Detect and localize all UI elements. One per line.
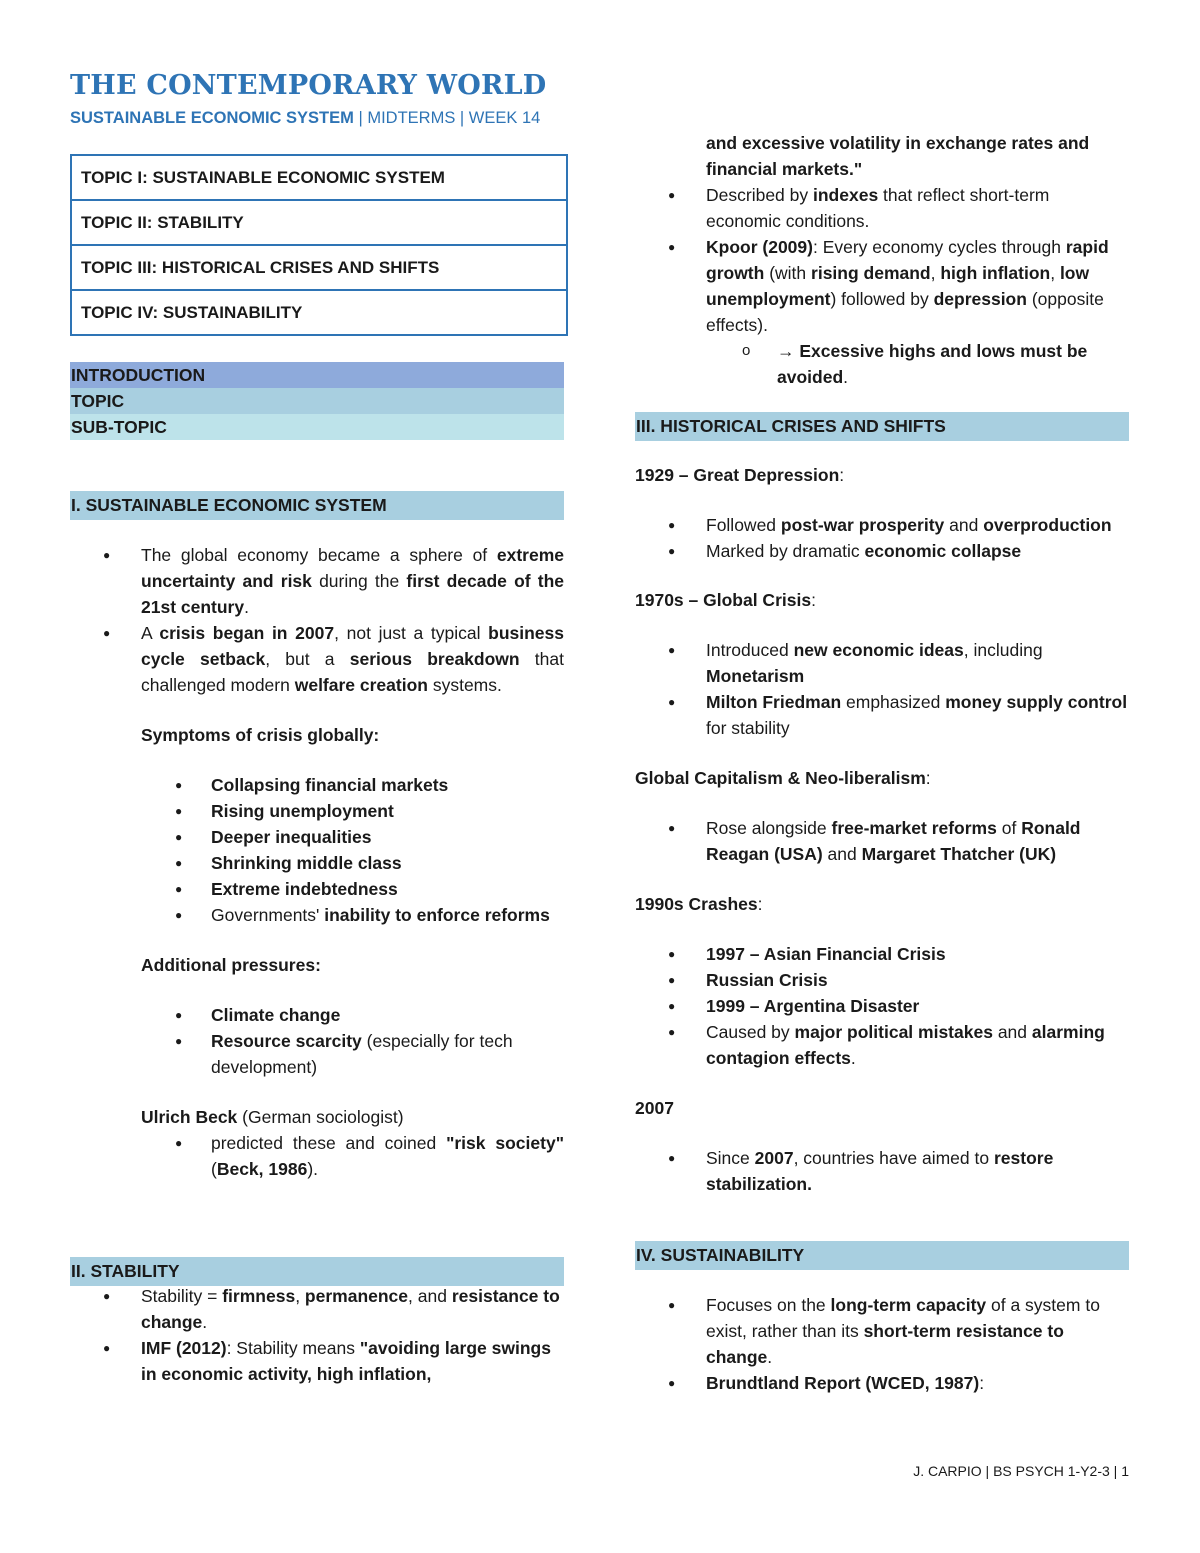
pressures-heading: Additional pressures:	[141, 955, 321, 975]
list-item: ● Shrinking middle class	[70, 850, 564, 876]
section-historical-crises	[635, 462, 1129, 1197]
legend-topic: TOPIC	[70, 388, 564, 414]
list-item: ● Rose alongside free-market reforms of Ronald Reagan (USA) and Margaret Thatcher (UK)	[635, 815, 1129, 867]
section-heading-stability: II. STABILITY	[70, 1257, 564, 1286]
legend-subtopic: SUB-TOPIC	[70, 414, 564, 440]
list-item: ● Collapsing financial markets	[70, 772, 564, 798]
list-item: ● 1999 – Argentina Disaster	[635, 993, 1129, 1019]
topic-row: TOPIC IV: SUSTAINABILITY	[81, 302, 303, 322]
list-item: ● Extreme indebtedness	[70, 876, 564, 902]
list-item: ● A crisis began in 2007, not just a typical business cycle setback, but a serious breakdown that challenged modern welfare creation systems.	[70, 620, 564, 698]
list-item: ● Caused by major political mistakes and alarming contagion effects.	[635, 1019, 1129, 1071]
topics-table	[70, 154, 568, 336]
list-item: ● Introduced new economic ideas, including Monetarism	[635, 637, 1129, 689]
page-footer: J. CARPIO | BS PSYCH 1-Y2-3 | 1	[913, 1463, 1129, 1479]
section-heading-sustainability: IV. SUSTAINABILITY	[635, 1241, 1129, 1270]
document-title: THE CONTEMPORARY WORLD	[70, 70, 547, 101]
imf-quote-continued: and excessive volatility in exchange rates and financial markets."	[706, 133, 1090, 179]
list-item: ● Climate change	[70, 1002, 564, 1028]
section-sustainability	[635, 1292, 1129, 1396]
list-item: ● Followed post-war prosperity and overproduction	[635, 512, 1129, 538]
topic-row: TOPIC II: STABILITY	[72, 201, 566, 246]
list-item: ● Described by indexes that reflect short-term economic conditions.	[635, 182, 1129, 234]
section-heading-sustainable-economic-system: I. SUSTAINABLE ECONOMIC SYSTEM	[70, 491, 564, 520]
list-item: ● Governments' inability to enforce reforms	[70, 902, 564, 928]
subtitle-course: SUSTAINABLE ECONOMIC SYSTEM	[70, 109, 354, 127]
list-item: o → Excessive highs and lows must be avoided.	[635, 338, 1129, 390]
list-item: ● Stability = firmness, permanence, and resistance to change.	[70, 1283, 564, 1335]
list-item: ● 1997 – Asian Financial Crisis	[635, 941, 1129, 967]
list-item: ● Russian Crisis	[635, 967, 1129, 993]
heading-global-capitalism: Global Capitalism & Neo-liberalism:	[635, 768, 931, 788]
symptoms-heading: Symptoms of crisis globally:	[141, 725, 380, 745]
section-stability	[70, 1283, 564, 1387]
heading-2007: 2007	[635, 1098, 674, 1118]
list-item: ● IMF (2012): Stability means "avoiding large swings in economic activity, high inflation,	[70, 1335, 564, 1387]
topic-row: TOPIC I: SUSTAINABLE ECONOMIC SYSTEM	[72, 156, 566, 201]
list-item: ● Marked by dramatic economic collapse	[635, 538, 1129, 564]
list-item: ● Kpoor (2009): Every economy cycles through rapid growth (with rising demand, high inflation, low unemployment) followed by depression (opposite effects).	[635, 234, 1129, 338]
section-stability-continued	[635, 130, 1129, 390]
list-item: ● predicted these and coined "risk society" (Beck, 1986).	[70, 1130, 564, 1182]
list-item: ● Deeper inequalities	[70, 824, 564, 850]
list-item: ● Focuses on the long-term capacity of a system to exist, rather than its short-term resistance to change.	[635, 1292, 1129, 1370]
section-heading-historical-crises: III. HISTORICAL CRISES AND SHIFTS	[635, 412, 1129, 441]
heading-1970s: 1970s – Global Crisis:	[635, 590, 816, 610]
legend-introduction: INTRODUCTION	[70, 362, 564, 388]
list-item: ● Milton Friedman emphasized money supply control for stability	[635, 689, 1129, 741]
list-item: ● Rising unemployment	[70, 798, 564, 824]
list-item: ● Since 2007, countries have aimed to restore stabilization.	[635, 1145, 1129, 1197]
topic-row: TOPIC III: HISTORICAL CRISES AND SHIFTS	[72, 246, 566, 291]
heading-1929: 1929 – Great Depression:	[635, 465, 845, 485]
section-sustainable-economic-system	[70, 542, 564, 1182]
list-item: ● Brundtland Report (WCED, 1987):	[635, 1370, 1129, 1396]
heading-1990s: 1990s Crashes:	[635, 894, 763, 914]
document-subtitle	[70, 106, 540, 130]
list-item: ● Resource scarcity (especially for tech development)	[70, 1028, 564, 1080]
beck-line: Ulrich Beck (German sociologist)	[141, 1107, 404, 1127]
subtitle-meta: | MIDTERMS | WEEK 14	[353, 109, 541, 127]
heading-legend	[70, 362, 564, 440]
list-item: ● The global economy became a sphere of extreme uncertainty and risk during the first decade of the 21st century.	[70, 542, 564, 620]
